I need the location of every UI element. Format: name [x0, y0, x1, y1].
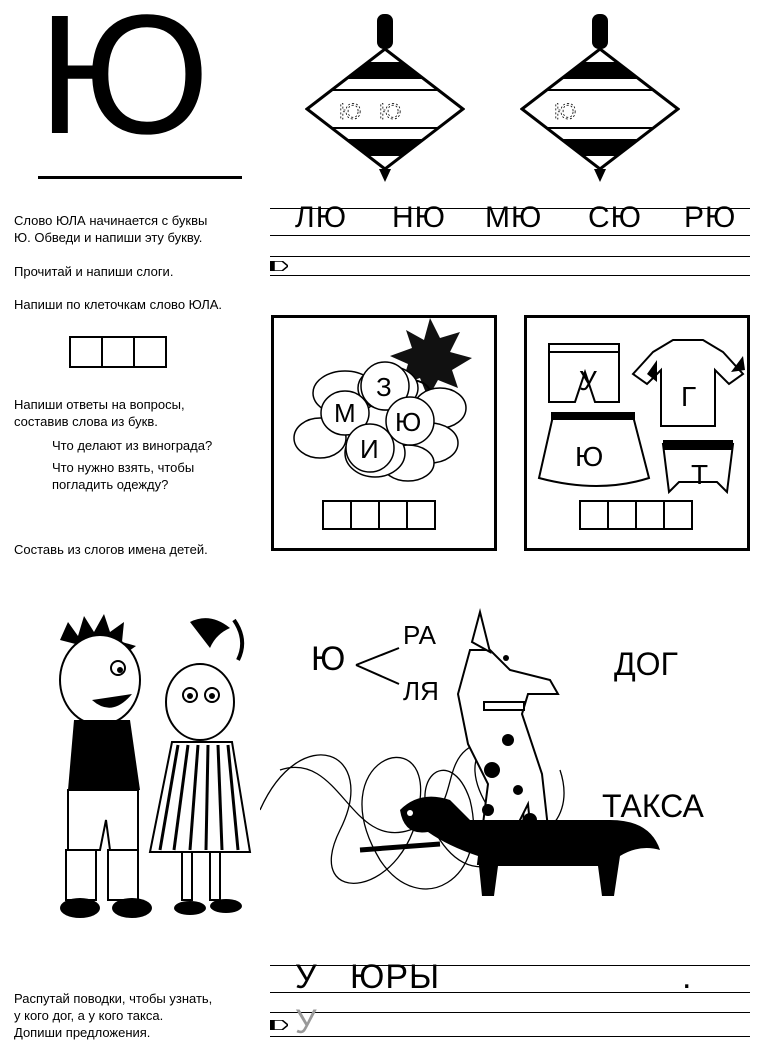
syllable: ЛЮ — [295, 201, 347, 234]
dog-label-2: ТАКСА — [602, 788, 704, 824]
cell[interactable] — [607, 500, 637, 530]
instruction-1 — [14, 212, 207, 246]
sentence-lines — [270, 948, 750, 1044]
question-2 — [52, 459, 194, 493]
traced-letter: Ю — [554, 99, 577, 124]
dog-label-1: ДОГ — [614, 646, 678, 682]
clothes-letter: Т — [691, 459, 709, 490]
letter-underline — [38, 176, 242, 179]
instruction-3: Напиши по клеточкам слово ЮЛА. — [14, 297, 223, 312]
traced-letter: Ю — [379, 99, 402, 124]
cell[interactable] — [406, 500, 436, 530]
cell[interactable] — [635, 500, 665, 530]
cell[interactable] — [322, 500, 352, 530]
grape-letter: Ю — [395, 407, 422, 437]
syllable: РЮ — [684, 201, 737, 234]
instruction-text: составив слова из букв. — [14, 414, 158, 429]
sentence-trace-letter: У — [295, 1003, 317, 1041]
grapes-illustration — [290, 318, 490, 488]
big-letter: Ю — [38, 0, 210, 170]
spinning-top-illustration-2 — [520, 14, 680, 184]
pencil-icon — [270, 261, 288, 271]
instruction-5: Составь из слогов имена детей. — [14, 542, 208, 557]
instruction-text: Распутай поводки, чтобы узнать, — [14, 991, 213, 1006]
instruction-2: Прочитай и напиши слоги. — [14, 264, 174, 279]
spinning-top-illustration-1 — [305, 14, 465, 184]
name-branch-lines — [354, 640, 404, 690]
instruction-text: Ю. Обведи и напиши эту букву. — [14, 230, 203, 245]
sentence-end-dot: . — [682, 958, 693, 996]
name-first-letter: Ю — [311, 640, 346, 678]
question-text: Что нужно взять, чтобы — [52, 460, 195, 475]
instruction-6 — [14, 990, 212, 1041]
question-1: Что делают из винограда? — [52, 438, 213, 453]
instruction-text: Допиши предложения. — [14, 1025, 151, 1040]
grape-letter: М — [334, 398, 356, 428]
grapes-panel — [271, 315, 497, 551]
name-ending-2: ЛЯ — [403, 676, 439, 706]
cell[interactable] — [579, 500, 609, 530]
instruction-4 — [14, 396, 185, 430]
cell[interactable] — [378, 500, 408, 530]
sentence-start: У — [295, 958, 318, 996]
clothes-letter: Г — [681, 381, 697, 412]
cell[interactable] — [101, 336, 135, 368]
grape-letter: З — [376, 372, 392, 402]
instruction-text: у кого дог, а у кого такса. — [14, 1008, 164, 1023]
syllable: СЮ — [588, 201, 642, 234]
answer-cells-clothes[interactable] — [579, 500, 693, 530]
syllable: НЮ — [392, 201, 446, 234]
clothes-panel — [524, 315, 750, 551]
clothes-letter: Ю — [575, 441, 604, 472]
syllable-lines — [270, 200, 750, 280]
question-text: погладить одежду? — [52, 477, 169, 492]
cell[interactable] — [350, 500, 380, 530]
grape-letter: И — [360, 434, 379, 464]
instruction-text: Напиши ответы на вопросы, — [14, 397, 185, 412]
cell[interactable] — [69, 336, 103, 368]
sentence-word: ЮРЫ — [350, 958, 441, 996]
name-ending-1: РА — [403, 620, 436, 650]
pencil-icon — [270, 1020, 288, 1030]
cell[interactable] — [133, 336, 167, 368]
jula-cells[interactable] — [69, 336, 167, 368]
syllable: МЮ — [485, 201, 543, 234]
children-illustration — [40, 610, 280, 930]
answer-cells-grapes[interactable] — [322, 500, 436, 530]
instruction-text: Слово ЮЛА начинается с буквы — [14, 213, 208, 228]
clothes-letter: У — [579, 365, 597, 396]
traced-letter: Ю — [339, 99, 362, 124]
clothes-illustration — [533, 324, 747, 494]
cell[interactable] — [663, 500, 693, 530]
